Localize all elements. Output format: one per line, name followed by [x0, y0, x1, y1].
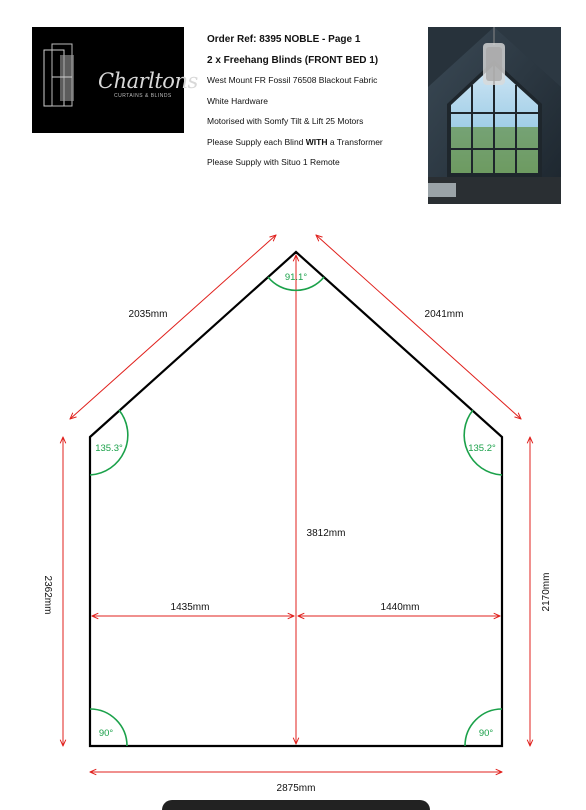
center-height-label: 3812mm	[306, 528, 346, 539]
right-slope-label: 2041mm	[424, 309, 464, 320]
left-height-label: 2362mm	[42, 575, 53, 615]
order-title: 2 x Freehang Blinds (FRONT BED 1)	[207, 54, 379, 66]
total-width-label: 2875mm	[276, 783, 316, 794]
order-info	[207, 34, 422, 178]
right-height-label: 2170mm	[541, 572, 552, 612]
left-shoulder-angle-label: 135.3°	[95, 443, 123, 454]
transformer-post: a Transformer	[327, 136, 383, 147]
bottom-right-angle-label: 90°	[478, 728, 494, 739]
viewer-toolbar[interactable]	[162, 800, 430, 810]
bottom-left-angle-label: 90°	[98, 728, 114, 739]
logo-wordmark: Charltons	[98, 69, 198, 93]
transformer-spec	[207, 137, 422, 148]
right-shoulder-angle-label: 135.2°	[468, 443, 496, 454]
order-ref: Order Ref: 8395 NOBLE - Page 1	[207, 34, 361, 45]
company-logo	[32, 27, 198, 133]
transformer-pre: Please Supply each Blind	[207, 136, 306, 147]
right-width-label: 1440mm	[380, 602, 420, 613]
left-slope-dimension-line	[70, 235, 276, 419]
motor-spec: Motorised with Somfy Tilt & Lift 25 Motors	[207, 116, 364, 126]
fabric-spec: West Mount FR Fossil 76508 Blackout Fabric	[207, 75, 378, 85]
remote-spec: Please Supply with Situo 1 Remote	[207, 157, 340, 167]
blind-diagram	[0, 215, 586, 806]
left-width-label: 1435mm	[170, 602, 210, 613]
right-slope-dimension-line	[316, 235, 521, 419]
apex-angle-label: 91.1°	[284, 272, 308, 283]
left-slope-label: 2035mm	[128, 309, 168, 320]
transformer-bold: WITH	[305, 136, 328, 147]
hardware-spec: White Hardware	[207, 95, 268, 106]
logo-tagline: CURTAINS & BLINDS	[114, 93, 172, 99]
window-photo	[428, 27, 561, 204]
